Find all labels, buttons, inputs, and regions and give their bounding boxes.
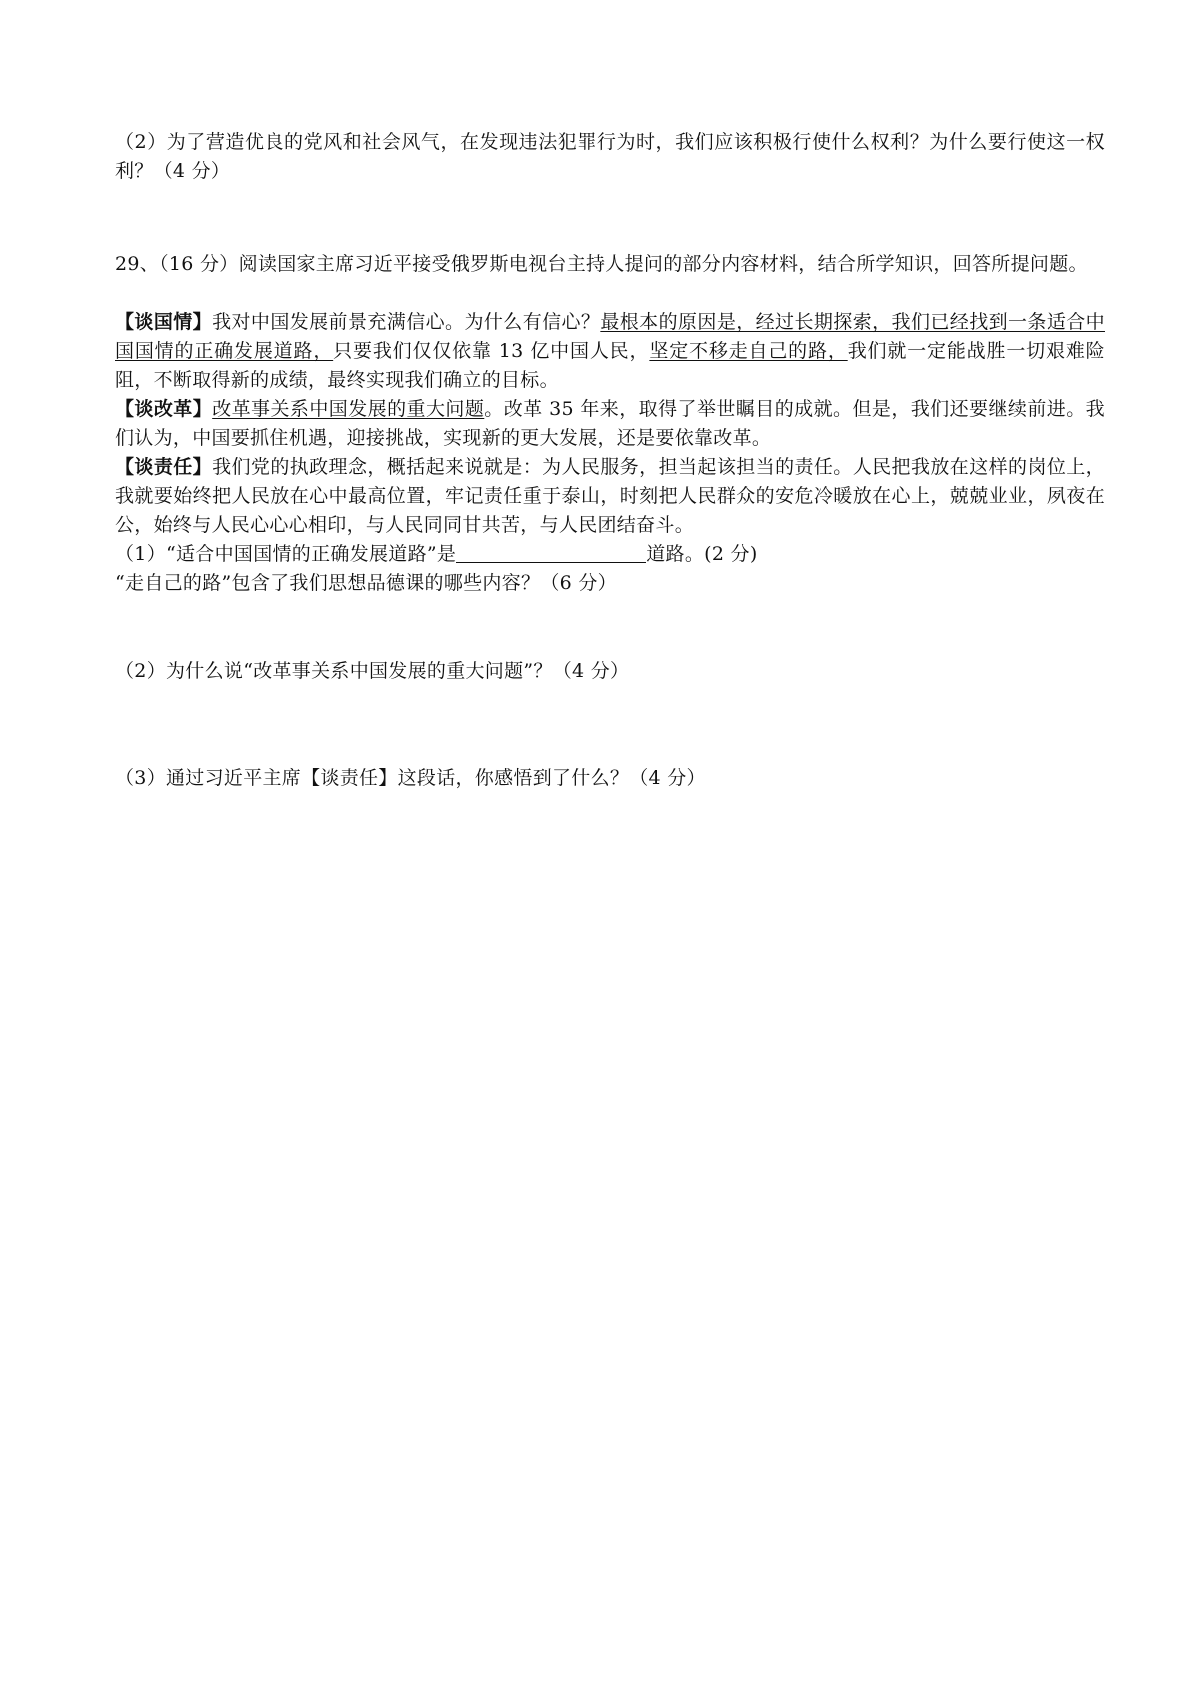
question-29-intro-text: 29、（16 分）阅读国家主席习近平接受俄罗斯电视台主持人提问的部分内容材料，结合所学知识，回答所提问题。 — [115, 253, 1088, 275]
sub1-b-text: “走自己的路”包含了我们思想品德课的哪些内容？（6 分） — [115, 572, 617, 594]
material-gaige — [115, 395, 1105, 453]
sub1-prefix: （1）“适合中国国情的正确发展道路”是 — [115, 543, 457, 565]
gaige-underlined: 改革事关系中国发展的重大问题 — [212, 398, 485, 420]
answer-blank[interactable] — [456, 542, 646, 563]
question-28-part-2-text: （2）为了营造优良的党风和社会风气，在发现违法犯罪行为时，我们应该积极行使什么权利？为什么要行使这一权利？（4 分） — [115, 131, 1105, 182]
sub3-text: （3）通过习近平主席【谈责任】这段话，你感悟到了什么？（4 分） — [115, 767, 706, 789]
question-29-intro — [115, 250, 1105, 279]
question-29-sub-3 — [115, 764, 1105, 793]
guoqing-underlined-1: 最根本的原因是，经过长期探索，我们已经找到一条适合中国国情的正确发展道路， — [115, 311, 1105, 362]
guoqing-text-3: 我们就一定能战胜一切艰难险阻，不断取得新的成绩，最终实现我们确立的目标。 — [115, 340, 1105, 391]
guoqing-underlined-2: 坚定不移走自己的路， — [649, 340, 848, 362]
sub1-suffix: 道路。(2 分) — [646, 543, 758, 565]
sub2-text: （2）为什么说“改革事关系中国发展的重大问题”？（4 分） — [115, 660, 630, 682]
question-28-part-2 — [115, 128, 1105, 186]
guoqing-text-2: 只要我们仅仅依靠 13 亿中国人民， — [333, 340, 650, 362]
guoqing-text-1: 我对中国发展前景充满信心。为什么有信心？ — [212, 311, 601, 333]
material-zeren — [115, 453, 1105, 540]
question-29-sub-2 — [115, 657, 1105, 686]
zeren-text: 我们党的执政理念，概括起来说就是：为人民服务，担当起该担当的责任。人民把我放在这样的岗位上，我就要始终把人民放在心中最高位置，牢记责任重于泰山，时刻把人民群众的安危冷暖放在心上，兢兢业业，夙夜在公，始终与人民心心心相印，与人民同同甘共苦，与人民团结奋斗。 — [115, 456, 1105, 536]
guoqing-label: 【谈国情】 — [115, 311, 213, 333]
question-29-sub-1-b — [115, 569, 1105, 598]
material-guoqing — [115, 308, 1105, 395]
question-29-sub-1 — [115, 540, 1105, 569]
zeren-label: 【谈责任】 — [115, 456, 213, 478]
gaige-label: 【谈改革】 — [115, 398, 213, 420]
gaige-text: 。改革 35 年来，取得了举世瞩目的成就。但是，我们还要继续前进。我们认为，中国要抓住机遇，迎接挑战，实现新的更大发展，还是要依靠改革。 — [115, 398, 1105, 449]
